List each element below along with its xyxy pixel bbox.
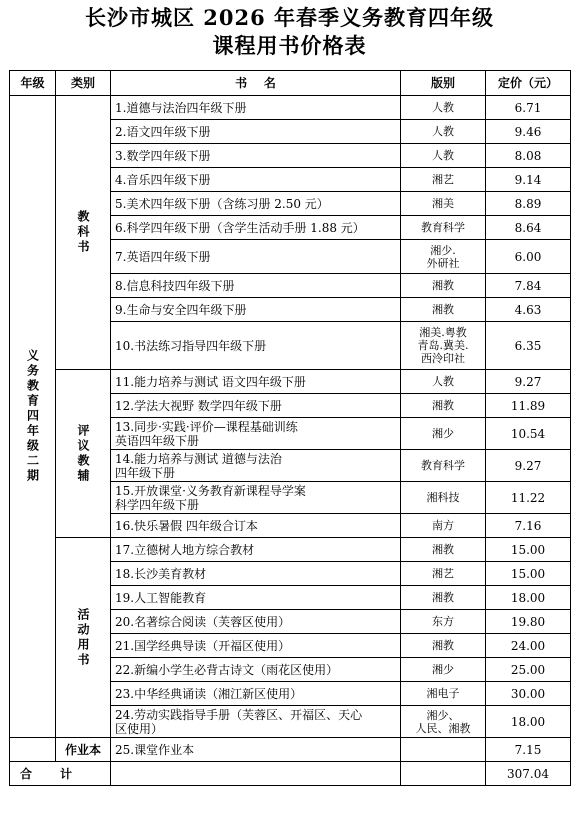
- publisher: 湘教: [401, 634, 486, 658]
- price: 15.00: [486, 538, 571, 562]
- book-name: 25.课堂作业本: [111, 738, 401, 762]
- book-name: 6.科学四年级下册（含学生活动手册 1.88 元）: [111, 216, 401, 240]
- publisher: 湘教: [401, 538, 486, 562]
- publisher: 湘美: [401, 192, 486, 216]
- book-name: 20.名著综合阅读（芙蓉区使用）: [111, 610, 401, 634]
- table-row: [10, 370, 571, 394]
- total-empty-book: [111, 762, 401, 786]
- price: 30.00: [486, 682, 571, 706]
- header-price: 定价（元）: [486, 71, 571, 96]
- publisher: 教育科学: [401, 450, 486, 482]
- category-assess: [56, 370, 111, 538]
- total-row: [10, 762, 571, 786]
- table-row: [10, 96, 571, 120]
- book-name: 9.生命与安全四年级下册: [111, 298, 401, 322]
- header-publisher: 版别: [401, 71, 486, 96]
- grade-cell-empty: [10, 738, 56, 762]
- price: 8.08: [486, 144, 571, 168]
- category-homework: 作业本: [56, 738, 111, 762]
- book-name: 24.劳动实践指导手册（芙蓉区、开福区、天心 区使用）: [111, 706, 401, 738]
- header-category: 类别: [56, 71, 111, 96]
- total-price: 307.04: [486, 762, 571, 786]
- page-title-line2: 课程用书价格表: [212, 33, 367, 58]
- publisher: 东方: [401, 610, 486, 634]
- book-name: 2.语文四年级下册: [111, 120, 401, 144]
- price: 18.00: [486, 706, 571, 738]
- total-empty-pub: [401, 762, 486, 786]
- total-label: 合计: [10, 762, 111, 786]
- book-name: 19.人工智能教育: [111, 586, 401, 610]
- category-label: 教科书: [76, 210, 90, 255]
- publisher: 人教: [401, 96, 486, 120]
- price: 6.71: [486, 96, 571, 120]
- book-name: 17.立德树人地方综合教材: [111, 538, 401, 562]
- publisher: 湘艺: [401, 168, 486, 192]
- price: 8.64: [486, 216, 571, 240]
- table-row: [10, 538, 571, 562]
- header-row: [10, 71, 571, 96]
- book-name: 22.新编小学生必背古诗文（雨花区使用）: [111, 658, 401, 682]
- book-name: 10.书法练习指导四年级下册: [111, 322, 401, 370]
- category-textbook: [56, 96, 111, 370]
- book-name: 1.道德与法治四年级下册: [111, 96, 401, 120]
- publisher: 湘教: [401, 298, 486, 322]
- price: 25.00: [486, 658, 571, 682]
- publisher: 湘教: [401, 394, 486, 418]
- price: 9.27: [486, 370, 571, 394]
- publisher: 人教: [401, 144, 486, 168]
- price-table: [9, 70, 571, 786]
- price: 9.27: [486, 450, 571, 482]
- price: 24.00: [486, 634, 571, 658]
- book-name: 11.能力培养与测试 语文四年级下册: [111, 370, 401, 394]
- book-name: 14.能力培养与测试 道德与法治 四年级下册: [111, 450, 401, 482]
- price: 4.63: [486, 298, 571, 322]
- price: 11.89: [486, 394, 571, 418]
- price: 10.54: [486, 418, 571, 450]
- publisher: 湘少、 人民、湘教: [401, 706, 486, 738]
- category-label: 评议教辅: [76, 423, 90, 484]
- publisher: 湘艺: [401, 562, 486, 586]
- publisher: 湘科技: [401, 482, 486, 514]
- publisher: 人教: [401, 370, 486, 394]
- book-name: 4.音乐四年级下册: [111, 168, 401, 192]
- publisher: 湘美.粤教 青岛.冀美. 西泠印社: [401, 322, 486, 370]
- book-name: 13.同步·实践·评价—课程基础训练 英语四年级下册: [111, 418, 401, 450]
- category-activity: [56, 538, 111, 738]
- book-name: 3.数学四年级下册: [111, 144, 401, 168]
- book-name: 5.美术四年级下册（含练习册 2.50 元）: [111, 192, 401, 216]
- publisher: 教育科学: [401, 216, 486, 240]
- price: 18.00: [486, 586, 571, 610]
- publisher: 湘教: [401, 586, 486, 610]
- publisher: 湘少: [401, 418, 486, 450]
- price: 11.22: [486, 482, 571, 514]
- header-grade: 年级: [10, 71, 56, 96]
- price: 6.35: [486, 322, 571, 370]
- price: 19.80: [486, 610, 571, 634]
- grade-cell: [10, 96, 56, 738]
- publisher: 湘教: [401, 274, 486, 298]
- price: 7.84: [486, 274, 571, 298]
- book-name: 12.学法大视野 数学四年级下册: [111, 394, 401, 418]
- book-name: 18.长沙美育教材: [111, 562, 401, 586]
- publisher: 湘少: [401, 658, 486, 682]
- page-title-line1: 长沙市城区 2026 年春季义务教育四年级: [84, 5, 495, 30]
- price: 9.14: [486, 168, 571, 192]
- book-name: 16.快乐暑假 四年级合订本: [111, 514, 401, 538]
- header-book: 书 名: [111, 71, 401, 96]
- grade-label: 义务教育四年级二期: [25, 349, 40, 484]
- price: 9.46: [486, 120, 571, 144]
- price: 8.89: [486, 192, 571, 216]
- publisher: 湘电子: [401, 682, 486, 706]
- publisher: 人教: [401, 120, 486, 144]
- book-name: 23.中华经典诵读（湘江新区使用）: [111, 682, 401, 706]
- category-label: 活动用书: [76, 607, 90, 668]
- price: 7.15: [486, 738, 571, 762]
- price: 6.00: [486, 240, 571, 274]
- price: 15.00: [486, 562, 571, 586]
- publisher: 南方: [401, 514, 486, 538]
- price: 7.16: [486, 514, 571, 538]
- table-row: [10, 738, 571, 762]
- book-name: 7.英语四年级下册: [111, 240, 401, 274]
- book-name: 21.国学经典导读（开福区使用）: [111, 634, 401, 658]
- book-name: 15.开放课堂·义务教育新课程导学案 科学四年级下册: [111, 482, 401, 514]
- publisher: [401, 738, 486, 762]
- publisher: 湘少. 外研社: [401, 240, 486, 274]
- book-name: 8.信息科技四年级下册: [111, 274, 401, 298]
